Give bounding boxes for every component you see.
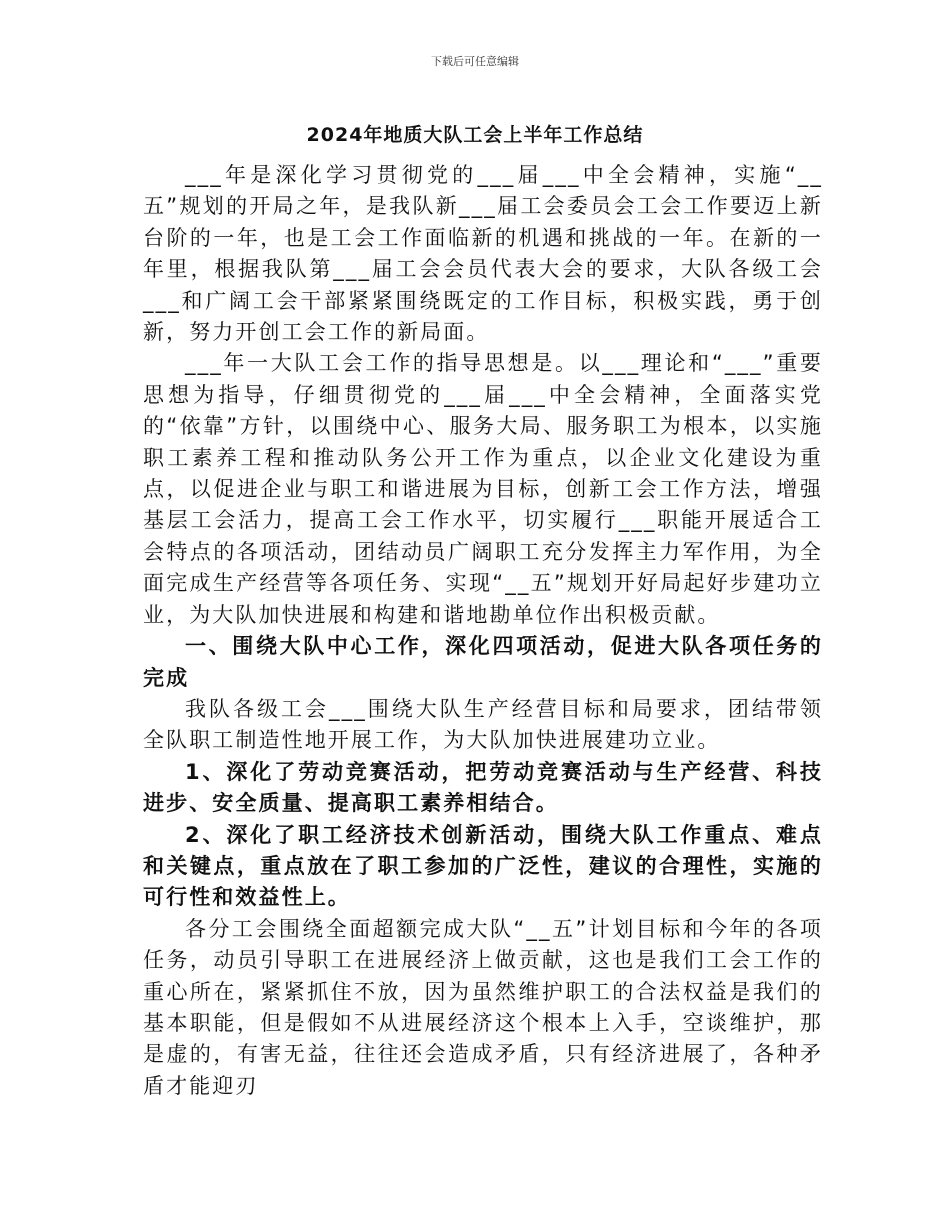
- paragraph: 我队各级工会___围绕大队生产经营目标和局要求，团结带领全队职工制造性地开展工作，为大队加快进展建功立业。: [143, 696, 823, 753]
- subsection-heading: 1、深化了劳动竞赛活动，把劳动竞赛活动与生产经营、科技进步、安全质量、提高职工素养相结合。: [143, 759, 823, 816]
- paragraph: ___年是深化学习贯彻党的___届___中全会精神，实施“__五”规划的开局之年，是我队新___届工会委员会工会工作要迈上新台阶的一年，也是工会工作面临新的机遇和挑战的一年。在新的一年里，根据我队第___届工会会员代表大会的要求，大队各级工会___和广阔工会干部紧紧围绕既定的工作目标，积极实践，勇于创新，努力开创工会工作的新局面。: [143, 163, 823, 345]
- subsection-heading: 2、深化了职工经济技术创新活动，围绕大队工作重点、难点和关键点，重点放在了职工参加的广泛性，建议的合理性，实施的可行性和效益性上。: [143, 822, 823, 910]
- document-title: 2024年地质大队工会上半年工作总结: [306, 124, 644, 146]
- header-note: 下载后可任意编辑: [431, 55, 519, 68]
- document-body: [143, 160, 823, 1102]
- paragraph: 各分工会围绕全面超额完成大队“__五”计划目标和今年的各项任务，动员引导职工在进展经济上做贡献，这也是我们工会工作的重心所在，紧紧抓住不放，因为虽然维护职工的合法权益是我们的基本职能，但是假如不从进展经济这个根本上入手，空谈维护，那是虚的，有害无益，往往还会造成矛盾，只有经济进展了，各种矛盾才能迎刃: [143, 916, 823, 1098]
- paragraph: ___年一大队工会工作的指导思想是。以___理论和“___”重要思想为指导，仔细贯彻党的___届___中全会精神，全面落实党的“依靠”方针，以围绕中心、服务大局、服务职工为根本，以实施职工素养工程和推动队务公开工作为重点，以企业文化建设为重点，以促进企业与职工和谐进展为目标，创新工会工作方法，增强基层工会活力，提高工会工作水平，切实履行___职能开展适合工会特点的各项活动，团结动员广阔职工充分发挥主力军作用，为全面完成生产经营等各项任务、实现“__五”规划开好局起好步建功立业，为大队加快进展和构建和谐地勘单位作出积极贡献。: [143, 351, 823, 627]
- section-heading: 一、围绕大队中心工作，深化四项活动，促进大队各项任务的完成: [143, 634, 823, 690]
